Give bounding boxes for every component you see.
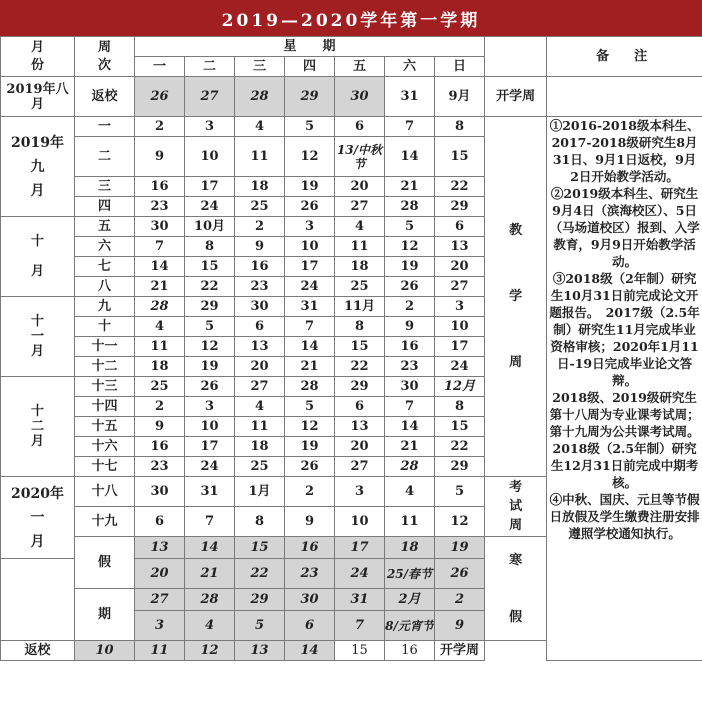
- day-cell: 2: [135, 117, 185, 137]
- day-cell: 25/​春节: [385, 559, 435, 589]
- month-cell: 2019年 九 月: [1, 117, 75, 217]
- day-cell: 21: [285, 357, 335, 377]
- day-cell: 4: [335, 217, 385, 237]
- calendar-title: 2019—2020学年第一学期: [0, 0, 702, 36]
- day-cell: 24: [285, 277, 335, 297]
- week-cell: 五: [75, 217, 135, 237]
- week-cell: 期: [75, 589, 135, 641]
- month-cell: 十 月: [1, 217, 75, 297]
- day-cell: 22: [435, 437, 485, 457]
- day-cell: 1月: [235, 477, 285, 507]
- note-paragraph: ②2019级本科生、研究生9月4日（滨海校区）、5日（马场道校区）报到、入学教育，9月9日开始教学活动。: [549, 186, 700, 269]
- day-cell: 20: [435, 257, 485, 277]
- day-cell: 7: [285, 317, 335, 337]
- day-cell: 5: [435, 477, 485, 507]
- day-cell: 30: [135, 477, 185, 507]
- day-cell: 16: [135, 177, 185, 197]
- day-cell: 6: [335, 117, 385, 137]
- day-cell: 20: [135, 559, 185, 589]
- day-cell: 4: [235, 117, 285, 137]
- day-cell: 28: [385, 197, 435, 217]
- day-cell: 11: [335, 237, 385, 257]
- day-cell: 19: [435, 537, 485, 559]
- day-cell: 2: [135, 397, 185, 417]
- day-cell: 28: [385, 457, 435, 477]
- note-paragraph: ①2016-2018级本科生、2017-2018级研究生8月31日、9月1日返校，9月2日开始教学活动。: [549, 118, 700, 184]
- day-cell: 19: [385, 257, 435, 277]
- day-cell: 19: [185, 357, 235, 377]
- week-row: [1, 117, 702, 137]
- header-month: 月 份: [1, 37, 75, 77]
- day-cell: 16: [235, 257, 285, 277]
- day-cell: 8: [235, 507, 285, 537]
- day-cell: 28: [285, 377, 335, 397]
- day-cell: 29: [185, 297, 235, 317]
- day-cell: 7: [135, 237, 185, 257]
- day-cell: 21: [135, 277, 185, 297]
- day-cell: 14: [285, 337, 335, 357]
- week-cell: 六: [75, 237, 135, 257]
- day-cell: 3: [435, 297, 485, 317]
- header-day: 三: [235, 57, 285, 77]
- day-cell: 11月: [335, 297, 385, 317]
- day-cell: 11: [135, 337, 185, 357]
- day-cell: 24: [185, 197, 235, 217]
- day-cell: 4: [135, 317, 185, 337]
- week-cell: 十七: [75, 457, 135, 477]
- week-cell: 三: [75, 177, 135, 197]
- month-cell: [1, 559, 75, 641]
- stage-cell: 寒 假: [485, 537, 547, 641]
- day-cell: 10: [335, 507, 385, 537]
- header-day: 日: [435, 57, 485, 77]
- day-cell: 17: [285, 257, 335, 277]
- week-row: [1, 77, 702, 117]
- day-cell: 30: [235, 297, 285, 317]
- day-cell: 15: [235, 537, 285, 559]
- note-paragraph: ③2018级（2年制）研究生10月31日前完成论文开题报告。 2017级（2.5年制）研究生11月完成毕业资格审核；2020年1月11日-19日完成毕业论文答辩。: [549, 271, 700, 388]
- day-cell: 8: [435, 117, 485, 137]
- day-cell: 9: [135, 137, 185, 177]
- day-cell: 30: [385, 377, 435, 397]
- day-cell: 13: [235, 337, 285, 357]
- day-cell: 11: [135, 641, 185, 661]
- day-cell: 12: [185, 641, 235, 661]
- day-cell: 10: [75, 641, 135, 661]
- day-cell: 25: [335, 277, 385, 297]
- day-cell: 3: [335, 477, 385, 507]
- day-cell: 15: [185, 257, 235, 277]
- day-cell: 12: [285, 417, 335, 437]
- day-cell: 8: [435, 397, 485, 417]
- day-cell: 6: [435, 217, 485, 237]
- day-cell: 20: [235, 357, 285, 377]
- day-cell: 13/​中秋节: [335, 137, 385, 177]
- header-day: 六: [385, 57, 435, 77]
- day-cell: 13: [135, 537, 185, 559]
- note-paragraph: ④中秋、国庆、元旦等节假日放假及学生缴费注册安排遵照学校通知执行。: [549, 492, 700, 541]
- header-weekday-title: 星 期: [135, 37, 485, 57]
- day-cell: 25: [235, 457, 285, 477]
- week-cell: 十九: [75, 507, 135, 537]
- day-cell: 23: [385, 357, 435, 377]
- day-cell: 31: [185, 477, 235, 507]
- day-cell: 18: [335, 257, 385, 277]
- header-day: 四: [285, 57, 335, 77]
- day-cell: 7: [385, 117, 435, 137]
- day-cell: 10: [435, 317, 485, 337]
- day-cell: 29: [235, 589, 285, 611]
- day-cell: 10: [185, 417, 235, 437]
- notes-cell: [547, 117, 702, 661]
- week-cell: 假: [75, 537, 135, 589]
- day-cell: 5: [285, 397, 335, 417]
- day-cell: 3: [185, 397, 235, 417]
- stage-cell: 开学周: [435, 641, 485, 661]
- day-cell: 13: [335, 417, 385, 437]
- day-cell: 6: [285, 611, 335, 641]
- day-cell: 24: [185, 457, 235, 477]
- day-cell: 12: [185, 337, 235, 357]
- header-stage-blank: [485, 37, 547, 77]
- day-cell: 9: [435, 611, 485, 641]
- week-cell: 十一: [75, 337, 135, 357]
- day-cell: 2: [235, 217, 285, 237]
- stage-cell: 开学周: [485, 77, 547, 117]
- day-cell: 3: [285, 217, 335, 237]
- day-cell: 17: [435, 337, 485, 357]
- note-paragraph: 2018级、2019级研究生第十八周为专业课考试周；第十九周为公共课考试周。: [549, 390, 700, 439]
- day-cell: 18: [235, 437, 285, 457]
- day-cell: 15: [435, 417, 485, 437]
- week-cell: 十三: [75, 377, 135, 397]
- day-cell: 5: [385, 217, 435, 237]
- header-day: 五: [335, 57, 385, 77]
- day-cell: 11: [235, 417, 285, 437]
- day-cell: 29: [435, 457, 485, 477]
- day-cell: 31: [385, 77, 435, 117]
- day-cell: 12: [285, 137, 335, 177]
- day-cell: 28: [135, 297, 185, 317]
- day-cell: 21: [385, 437, 435, 457]
- day-cell: 24: [435, 357, 485, 377]
- day-cell: 27: [335, 197, 385, 217]
- day-cell: 26: [185, 377, 235, 397]
- day-cell: 24: [335, 559, 385, 589]
- day-cell: 22: [335, 357, 385, 377]
- day-cell: 28: [235, 77, 285, 117]
- day-cell: 28: [185, 589, 235, 611]
- week-cell: 十八: [75, 477, 135, 507]
- week-cell: 返校: [1, 641, 75, 661]
- day-cell: 14: [285, 641, 335, 661]
- day-cell: 7: [335, 611, 385, 641]
- day-cell: 16: [285, 537, 335, 559]
- day-cell: 9: [135, 417, 185, 437]
- day-cell: 10: [285, 237, 335, 257]
- notes-blank: [547, 77, 702, 117]
- day-cell: 23: [135, 457, 185, 477]
- week-cell: 八: [75, 277, 135, 297]
- day-cell: 7: [185, 507, 235, 537]
- week-cell: 二: [75, 137, 135, 177]
- day-cell: 30: [135, 217, 185, 237]
- day-cell: 12: [385, 237, 435, 257]
- week-cell: 十六: [75, 437, 135, 457]
- month-cell: 十 一 月: [1, 297, 75, 377]
- week-cell: 十四: [75, 397, 135, 417]
- note-paragraph: 2018级（2.5年制）研究生12月31日前完成中期考核。: [550, 441, 699, 490]
- day-cell: 15: [335, 337, 385, 357]
- month-cell: 十 二 月: [1, 377, 75, 477]
- day-cell: 4: [235, 397, 285, 417]
- day-cell: 5: [235, 611, 285, 641]
- day-cell: 23: [235, 277, 285, 297]
- day-cell: 8/​元宵节: [385, 611, 435, 641]
- day-cell: 7: [385, 397, 435, 417]
- day-cell: 11: [235, 137, 285, 177]
- day-cell: 12: [435, 507, 485, 537]
- day-cell: 18: [235, 177, 285, 197]
- day-cell: 27: [185, 77, 235, 117]
- day-cell: 21: [185, 559, 235, 589]
- day-cell: 26: [385, 277, 435, 297]
- day-cell: 15: [335, 641, 385, 661]
- week-cell: 四: [75, 197, 135, 217]
- day-cell: 23: [135, 197, 185, 217]
- week-cell: 一: [75, 117, 135, 137]
- day-cell: 8: [335, 317, 385, 337]
- day-cell: 30: [335, 77, 385, 117]
- day-cell: 25: [135, 377, 185, 397]
- day-cell: 8: [185, 237, 235, 257]
- day-cell: 2: [435, 589, 485, 611]
- day-cell: 19: [285, 437, 335, 457]
- day-cell: 29: [435, 197, 485, 217]
- day-cell: 11: [385, 507, 435, 537]
- day-cell: 13: [235, 641, 285, 661]
- day-cell: 29: [335, 377, 385, 397]
- day-cell: 9月: [435, 77, 485, 117]
- day-cell: 3: [185, 117, 235, 137]
- day-cell: 26: [135, 77, 185, 117]
- day-cell: 6: [235, 317, 285, 337]
- stage-cell: 考 试 周: [485, 477, 547, 537]
- day-cell: 18: [385, 537, 435, 559]
- day-cell: 16: [385, 337, 435, 357]
- day-cell: 9: [385, 317, 435, 337]
- day-cell: 20: [335, 437, 385, 457]
- day-cell: 13: [435, 237, 485, 257]
- month-cell: 2019年八月: [1, 77, 75, 117]
- day-cell: 17: [185, 437, 235, 457]
- day-cell: 14: [385, 417, 435, 437]
- stage-cell: 教 学 周: [485, 117, 547, 477]
- day-cell: 21: [385, 177, 435, 197]
- day-cell: 22: [185, 277, 235, 297]
- header-day: 一: [135, 57, 185, 77]
- day-cell: 4: [385, 477, 435, 507]
- day-cell: 18: [135, 357, 185, 377]
- header-week: 周 次: [75, 37, 135, 77]
- day-cell: 20: [335, 177, 385, 197]
- day-cell: 2: [385, 297, 435, 317]
- day-cell: 27: [135, 589, 185, 611]
- day-cell: 27: [235, 377, 285, 397]
- week-cell: 九: [75, 297, 135, 317]
- day-cell: 2: [285, 477, 335, 507]
- day-cell: 16: [385, 641, 435, 661]
- day-cell: 9: [235, 237, 285, 257]
- day-cell: 14: [185, 537, 235, 559]
- day-cell: 26: [435, 559, 485, 589]
- day-cell: 23: [285, 559, 335, 589]
- day-cell: 10: [185, 137, 235, 177]
- week-cell: 返校: [75, 77, 135, 117]
- day-cell: 26: [285, 197, 335, 217]
- day-cell: 27: [335, 457, 385, 477]
- day-cell: 22: [235, 559, 285, 589]
- week-cell: 十五: [75, 417, 135, 437]
- day-cell: 30: [285, 589, 335, 611]
- day-cell: 17: [335, 537, 385, 559]
- month-cell: 2020年 一 月: [1, 477, 75, 559]
- day-cell: 4: [185, 611, 235, 641]
- day-cell: 12月: [435, 377, 485, 397]
- day-cell: 16: [135, 437, 185, 457]
- day-cell: 17: [185, 177, 235, 197]
- day-cell: 10月: [185, 217, 235, 237]
- day-cell: 19: [285, 177, 335, 197]
- day-cell: 9: [285, 507, 335, 537]
- week-cell: 十: [75, 317, 135, 337]
- day-cell: 26: [285, 457, 335, 477]
- calendar-table: [0, 36, 702, 661]
- day-cell: 14: [135, 257, 185, 277]
- day-cell: 6: [335, 397, 385, 417]
- day-cell: 25: [235, 197, 285, 217]
- week-cell: 七: [75, 257, 135, 277]
- header-notes: 备 注: [547, 37, 702, 77]
- week-cell: 十二: [75, 357, 135, 377]
- day-cell: 6: [135, 507, 185, 537]
- day-cell: 31: [285, 297, 335, 317]
- day-cell: 31: [335, 589, 385, 611]
- day-cell: 5: [285, 117, 335, 137]
- day-cell: 15: [435, 137, 485, 177]
- day-cell: 14: [385, 137, 435, 177]
- day-cell: 2月: [385, 589, 435, 611]
- header-day: 二: [185, 57, 235, 77]
- day-cell: 29: [285, 77, 335, 117]
- day-cell: 3: [135, 611, 185, 641]
- day-cell: 5: [185, 317, 235, 337]
- day-cell: 22: [435, 177, 485, 197]
- day-cell: 27: [435, 277, 485, 297]
